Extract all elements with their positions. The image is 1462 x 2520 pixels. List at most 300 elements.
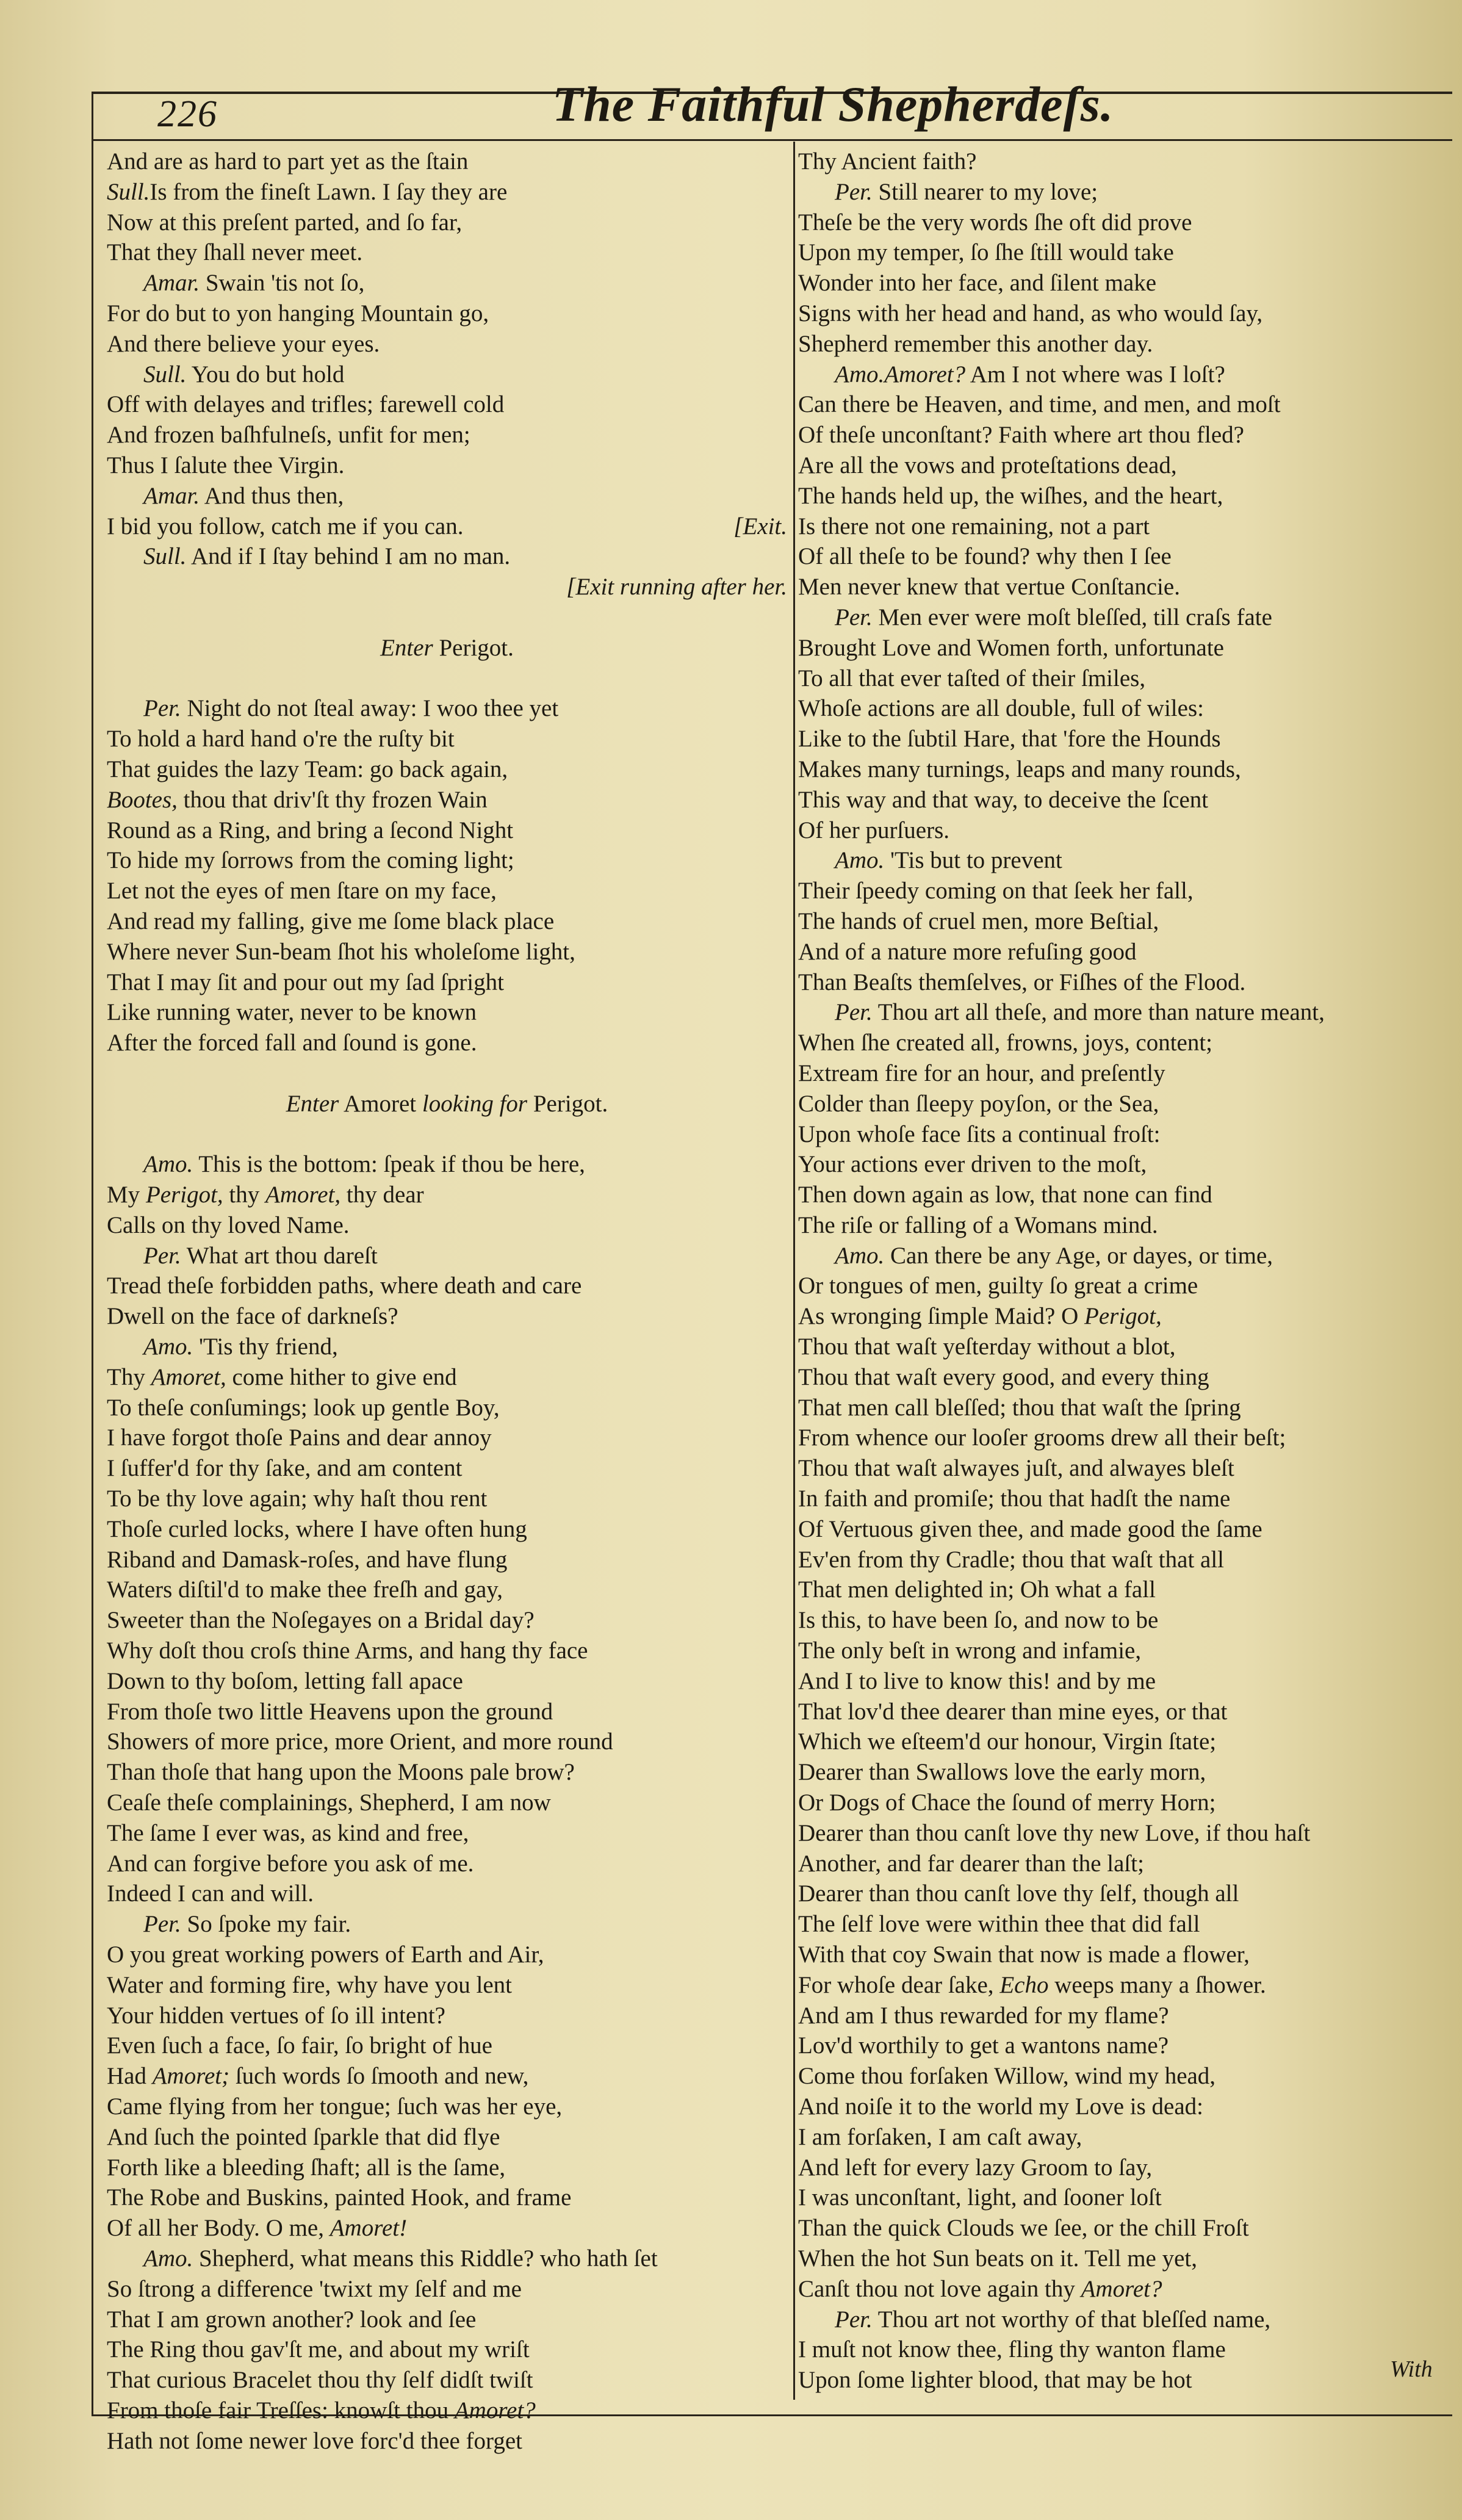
speaker-name: Per. xyxy=(835,2306,873,2333)
italic-name: Amoret? xyxy=(1081,2275,1162,2302)
line-text: Riband and Damask-roſes, and have flung xyxy=(107,1546,508,1573)
line-text: My xyxy=(107,1182,146,1208)
line-text: Perigot. xyxy=(433,634,514,661)
line-text: Thus I ſalute thee Virgin. xyxy=(107,452,345,478)
line-text: ſuch words ſo ſmooth and new, xyxy=(229,2063,529,2090)
line-text: 'Tis thy friend, xyxy=(193,1334,338,1360)
verse-line xyxy=(107,2061,787,2092)
line-text: The Ring thou gav'ſt me, and about my wriſt xyxy=(107,2336,530,2363)
line-text: Why doſt thou croſs thine Arms, and hang thy face xyxy=(107,1637,588,1664)
line-text: Waters diſtil'd to make thee freſh and gay, xyxy=(107,1576,503,1603)
verse-line xyxy=(798,298,1445,329)
verse-line xyxy=(798,2182,1445,2213)
verse-line xyxy=(798,1089,1445,1119)
left-column xyxy=(107,146,787,2457)
line-text: To all that ever taſted of their ſmiles, xyxy=(798,665,1146,691)
line-text: thy xyxy=(223,1182,266,1208)
line-text: The riſe or falling of a Womans mind. xyxy=(798,1211,1158,1238)
verse-line xyxy=(107,359,787,390)
verse-line xyxy=(107,2122,787,2153)
verse-line xyxy=(798,511,1445,542)
verse-line xyxy=(798,602,1445,633)
line-text: Signs with her head and hand, as who would ſay, xyxy=(798,300,1263,327)
line-text: Is this, to have been ſo, and now to be xyxy=(798,1607,1159,1634)
line-text: I muſt not know thee, fling thy wanton flame xyxy=(798,2336,1226,2363)
verse-line xyxy=(798,937,1445,967)
line-text: To hide my ſorrows from the coming light; xyxy=(107,847,514,874)
verse-line xyxy=(107,967,787,998)
line-text: come hither to give end xyxy=(226,1363,457,1390)
line-text: The only beſt in wrong and infamie, xyxy=(798,1637,1142,1664)
verse-line xyxy=(798,2031,1445,2061)
line-text: From thoſe fair Treſſes: knowſt thou xyxy=(107,2397,455,2424)
line-text: That curious Bracelet thou thy ſelf didſt twiſt xyxy=(107,2367,533,2394)
right-column xyxy=(798,146,1445,2395)
line-text: So ſtrong a difference 'twixt my ſelf and me xyxy=(107,2275,522,2302)
line-text: What art thou dareſt xyxy=(181,1242,378,1269)
speaker-name: Amar. xyxy=(143,482,200,509)
verse-line xyxy=(798,1757,1445,1788)
line-text: Which we eſteem'd our honour, Virgin ſtate; xyxy=(798,1728,1217,1755)
line-text: Colder than ſleepy poyſon, or the Sea, xyxy=(798,1090,1159,1117)
verse-line xyxy=(107,1849,787,1879)
line-text: Thou that waſt every good, and every thing xyxy=(798,1363,1209,1390)
speaker-name: Per. xyxy=(143,695,181,722)
verse-line xyxy=(798,329,1445,359)
line-text: You do but hold xyxy=(186,361,345,388)
verse-line xyxy=(107,2274,787,2305)
verse-line xyxy=(107,511,787,542)
line-text: That guides the lazy Team: go back again, xyxy=(107,756,508,782)
line-text: Lov'd worthily to get a wantons name? xyxy=(798,2032,1169,2059)
line-text: Your hidden vertues of ſo ill intent? xyxy=(107,2002,445,2029)
line-text: The hands of cruel men, more Beſtial, xyxy=(798,908,1159,934)
line-text: The hands held up, the wiſhes, and the heart, xyxy=(798,482,1223,509)
verse-line xyxy=(798,1849,1445,1879)
verse-line xyxy=(798,1727,1445,1757)
verse-line xyxy=(798,237,1445,268)
verse-line xyxy=(798,876,1445,906)
line-text: Hath not ſome newer love forc'd thee forget xyxy=(107,2427,522,2454)
speaker-name: Per. xyxy=(835,178,873,205)
speaker-name: Sull. xyxy=(107,178,150,205)
speaker-name: Amo. xyxy=(835,361,885,388)
verse-line xyxy=(798,268,1445,298)
line-text: Extream fire for an hour, and preſently xyxy=(798,1060,1165,1086)
line-text: Are all the vows and proteſtations dead, xyxy=(798,452,1177,478)
line-text: In faith and promiſe; thou that hadſt the name xyxy=(798,1486,1231,1512)
verse-line xyxy=(107,389,787,420)
line-text: Your actions ever driven to the moſt, xyxy=(798,1151,1147,1178)
line-text: Night do not ſteal away: I woo thee yet xyxy=(181,695,559,722)
verse-line xyxy=(107,2182,787,2213)
line-text: And left for every lazy Groom to ſay, xyxy=(798,2154,1153,2181)
verse-line xyxy=(798,1423,1445,1453)
line-text: Perigot. xyxy=(527,1090,608,1117)
verse-line xyxy=(107,1879,787,1909)
line-text: Than Beaſts themſelves, or Fiſhes of the Flood. xyxy=(798,969,1246,995)
verse-line xyxy=(107,268,787,298)
verse-line xyxy=(798,1119,1445,1150)
verse-line xyxy=(798,997,1445,1028)
verse-line xyxy=(107,815,787,846)
verse-line xyxy=(798,2365,1445,2395)
line-text: Of all theſe to be found? why then I ſee xyxy=(798,543,1172,570)
line-text: Or Dogs of Chace the ſound of merry Horn; xyxy=(798,1789,1216,1816)
line-text: I bid you follow, catch me if you can. xyxy=(107,513,464,540)
line-text: Or tongues of men, guilty ſo great a crime xyxy=(798,1273,1198,1299)
verse-line xyxy=(798,208,1445,238)
speaker-name: Per. xyxy=(143,1242,181,1269)
running-title: The Faithful Shepherdeſs. xyxy=(552,76,1114,132)
line-text: That I may ſit and pour out my ſad ſpright xyxy=(107,969,504,995)
line-text: Like to the ſubtil Hare, that 'fore the Hounds xyxy=(798,726,1221,753)
line-text: I have forgot thoſe Pains and dear annoy xyxy=(107,1424,492,1451)
speaker-name: Amo. xyxy=(835,847,885,874)
verse-line xyxy=(107,1788,787,1818)
verse-line xyxy=(798,359,1445,390)
line-text: With that coy Swain that now is made a flower, xyxy=(798,1941,1250,1968)
line-text: Thoſe curled locks, where I have often hung xyxy=(107,1515,527,1542)
verse-line xyxy=(107,1575,787,1605)
line-text: Thou art all theſe, and more than nature meant, xyxy=(872,999,1325,1026)
verse-line xyxy=(107,1514,787,1545)
verse-line xyxy=(798,1149,1445,1180)
line-text: Amoret xyxy=(339,1090,422,1117)
line-text: Came flying from her tongue; ſuch was her eye, xyxy=(107,2093,563,2120)
line-text: Thy Ancient faith? xyxy=(798,148,977,175)
line-text: Dwell on the face of darkneſs? xyxy=(107,1303,398,1330)
verse-line xyxy=(798,1545,1445,1575)
line-text: And there believe your eyes. xyxy=(107,330,380,357)
verse-line xyxy=(798,450,1445,481)
verse-line xyxy=(798,785,1445,815)
verse-line xyxy=(107,2153,787,2183)
verse-line xyxy=(798,1058,1445,1089)
line-text: Even ſuch a face, ſo fair, ſo bright of hue xyxy=(107,2032,492,2059)
line-text: Had xyxy=(107,2063,153,2090)
verse-line xyxy=(798,1879,1445,1909)
verse-line xyxy=(107,2365,787,2395)
verse-line xyxy=(798,1788,1445,1818)
line-text: From thoſe two little Heavens upon the ground xyxy=(107,1698,553,1725)
verse-line xyxy=(798,1241,1445,1271)
line-text: Than thoſe that hang upon the Moons pale brow? xyxy=(107,1759,575,1786)
line-text: And are as hard to part yet as the ſtain xyxy=(107,148,469,175)
line-text: Thou that waſt alwayes juſt, and alwayes bleſt xyxy=(798,1455,1234,1482)
stage-direction: Enter xyxy=(380,634,433,661)
line-text: thy dear xyxy=(340,1182,424,1208)
line-text: Of her purſuers. xyxy=(798,817,949,843)
verse-line xyxy=(798,633,1445,663)
italic-name: Perigot, xyxy=(1084,1303,1162,1330)
italic-name: Amoret, xyxy=(265,1182,341,1208)
verse-line xyxy=(107,329,787,359)
verse-line xyxy=(107,208,787,238)
italic-name: Amoret! xyxy=(329,2215,408,2242)
line-text: When ſhe created all, frowns, joys, content; xyxy=(798,1030,1213,1056)
verse-line xyxy=(107,450,787,481)
verse-line xyxy=(107,1697,787,1727)
stage-direction: Enter xyxy=(286,1090,339,1117)
verse-line xyxy=(798,1484,1445,1514)
verse-line xyxy=(798,2122,1445,2153)
verse-line xyxy=(798,2244,1445,2274)
verse-line xyxy=(798,2061,1445,2092)
line-text: Can there be Heaven, and time, and men, and moſt xyxy=(798,391,1281,418)
line-text: From whence our looſer grooms drew all their beſt; xyxy=(798,1424,1286,1451)
line-text: 'Tis but to prevent xyxy=(884,847,1062,874)
verse-line xyxy=(798,1636,1445,1666)
verse-line xyxy=(107,1089,787,1119)
line-text: Ev'en from thy Cradle; thou that waſt that all xyxy=(798,1546,1225,1573)
verse-line xyxy=(107,2426,787,2457)
speaker-name: Amo. xyxy=(143,1151,193,1178)
line-text: Dearer than thou canſt love thy new Love, if thou haſt xyxy=(798,1819,1311,1846)
left-rule xyxy=(92,92,93,2414)
verse-line xyxy=(798,754,1445,785)
speaker-name: Per. xyxy=(835,999,873,1026)
verse-line xyxy=(107,633,787,663)
verse-line xyxy=(107,1271,787,1301)
line-text: Another, and far dearer than the laſt; xyxy=(798,1850,1144,1877)
verse-line xyxy=(798,906,1445,937)
line-text: I am forſaken, I am caſt away, xyxy=(798,2123,1082,2150)
italic-name: Amoret; xyxy=(152,2063,230,2090)
verse-line xyxy=(798,1575,1445,1605)
verse-line xyxy=(107,1453,787,1484)
verse-line xyxy=(107,1058,787,1089)
verse-line xyxy=(107,724,787,754)
line-text: where was I loſt? xyxy=(1062,361,1225,388)
line-text: Off with delayes and trifles; farewell cold xyxy=(107,391,505,418)
verse-line xyxy=(107,541,787,572)
verse-line xyxy=(107,2001,787,2031)
line-text: Can there be any Age, or dayes, or time, xyxy=(884,1242,1273,1269)
line-text: Like running water, never to be known xyxy=(107,999,477,1026)
verse-line xyxy=(107,298,787,329)
verse-line xyxy=(798,663,1445,694)
verse-line xyxy=(107,602,787,633)
verse-line xyxy=(107,2334,787,2365)
line-text: I ſay they are xyxy=(382,178,508,205)
line-text: I was unconſtant, light, and ſooner loſt xyxy=(798,2184,1162,2211)
verse-line xyxy=(107,1241,787,1271)
verse-line xyxy=(798,967,1445,998)
speaker-name: Amo. xyxy=(143,2245,193,2272)
verse-line xyxy=(798,2274,1445,2305)
line-text: Wonder into her face, and ſilent make xyxy=(798,270,1157,297)
verse-line xyxy=(798,389,1445,420)
verse-line xyxy=(798,1453,1445,1484)
line-text: Tread theſe forbidden paths, where death and care xyxy=(107,1273,582,1299)
verse-line xyxy=(107,997,787,1028)
verse-line xyxy=(107,785,787,815)
verse-line xyxy=(107,1636,787,1666)
line-text: This is the bottom: ſpeak if thou be here, xyxy=(193,1151,585,1178)
verse-line xyxy=(107,663,787,694)
italic-name: Amoret? xyxy=(454,2397,536,2424)
verse-line xyxy=(107,1210,787,1241)
verse-line xyxy=(798,693,1445,724)
line-text: Of theſe unconſtant? Faith where art thou fled? xyxy=(798,422,1244,449)
verse-line xyxy=(798,541,1445,572)
speaker-name: Sull. xyxy=(143,361,187,388)
line-text: That lov'd thee dearer than mine eyes, or that xyxy=(798,1698,1228,1725)
line-text: Is there not one remaining, not a part xyxy=(798,513,1150,540)
line-text: Shepherd, what means this Riddle? who hath ſet xyxy=(193,2245,658,2272)
verse-line xyxy=(107,1727,787,1757)
verse-line xyxy=(798,1301,1445,1332)
line-text: Upon ſome lighter blood, that may be hot xyxy=(798,2367,1192,2394)
verse-line xyxy=(798,1393,1445,1423)
verse-line xyxy=(798,2305,1445,2335)
verse-line xyxy=(798,177,1445,208)
verse-line xyxy=(798,1697,1445,1727)
line-text: Brought Love and Women forth, unfortunate xyxy=(798,634,1224,661)
verse-line xyxy=(107,1666,787,1697)
verse-line xyxy=(107,237,787,268)
verse-line xyxy=(798,724,1445,754)
verse-line xyxy=(798,1940,1445,1970)
line-text: As wronging ſimple Maid? O xyxy=(798,1303,1085,1330)
verse-line xyxy=(107,1970,787,2001)
line-text: Water and forming fire, why have you lent xyxy=(107,1971,512,1998)
verse-line xyxy=(107,1545,787,1575)
stage-direction: looking for xyxy=(422,1090,528,1117)
verse-line xyxy=(107,2092,787,2122)
italic-name: Amoret, xyxy=(151,1363,226,1390)
line-text: After the forced fall and ſound is gone. xyxy=(107,1030,477,1056)
verse-line xyxy=(107,1362,787,1393)
verse-line xyxy=(107,1484,787,1514)
verse-line xyxy=(798,2001,1445,2031)
line-text: Where never Sun-beam ſhot his wholeſome light, xyxy=(107,938,575,965)
line-text: And noiſe it to the world my Love is dead: xyxy=(798,2093,1203,2120)
verse-line xyxy=(798,1028,1445,1058)
line-text: For whoſe dear ſake, xyxy=(798,1971,1000,1998)
catchword: With xyxy=(1390,2356,1433,2382)
line-text: Thy xyxy=(107,1363,151,1390)
line-text: Now at this preſent parted, and ſo far, xyxy=(107,209,463,236)
speaker-name: Amar. xyxy=(143,270,200,297)
verse-line xyxy=(107,1423,787,1453)
line-text: Thou that waſt yeſterday without a blot, xyxy=(798,1334,1176,1360)
verse-line xyxy=(107,1149,787,1180)
verse-line xyxy=(107,845,787,876)
line-text: That I am grown another? look and ſee xyxy=(107,2306,477,2333)
line-text: Forth like a bleeding ſhaft; all is the ſame, xyxy=(107,2154,506,2181)
line-text: So ſpoke my fair. xyxy=(181,1911,351,1938)
line-text: Upon my temper, ſo ſhe ſtill would take xyxy=(798,239,1174,266)
verse-line xyxy=(107,1909,787,1940)
verse-line xyxy=(107,876,787,906)
italic-name: Echo xyxy=(999,1971,1049,1998)
verse-line xyxy=(107,2395,787,2426)
line-text: For do but to yon hanging Mountain go, xyxy=(107,300,489,327)
verse-line xyxy=(107,177,787,208)
verse-line xyxy=(107,1301,787,1332)
exit-direction: [Exit running after her. xyxy=(566,574,787,601)
verse-line xyxy=(798,1362,1445,1393)
line-text: And frozen baſhfulneſs, unfit for men; xyxy=(107,422,470,449)
verse-line xyxy=(107,1818,787,1849)
line-text: Their ſpeedy coming on that ſeek her fall, xyxy=(798,878,1194,904)
verse-line xyxy=(107,906,787,937)
column-divider xyxy=(793,142,795,2400)
line-text: Dearer than thou canſt love thy ſelf, though all xyxy=(798,1880,1239,1907)
line-text: Then down again as low, that none can find xyxy=(798,1182,1212,1208)
line-text: Dearer than Swallows love the early morn, xyxy=(798,1759,1206,1786)
line-text: Upon whoſe face ſits a continual froſt: xyxy=(798,1121,1161,1147)
verse-line xyxy=(798,1180,1445,1210)
verse-line xyxy=(107,1028,787,1058)
line-text: Canſt thou not love again thy xyxy=(798,2275,1081,2302)
line-text: Swain 'tis not ſo, xyxy=(200,270,365,297)
line-text: And am I thus rewarded for my flame? xyxy=(798,2002,1169,2029)
verse-line xyxy=(798,1271,1445,1301)
line-text: And I to live to know this! and by me xyxy=(798,1667,1156,1694)
verse-line xyxy=(107,1119,787,1150)
verse-line xyxy=(798,572,1445,602)
verse-line xyxy=(107,572,787,602)
verse-line xyxy=(798,1605,1445,1636)
exit-direction: [Exit. xyxy=(733,513,787,540)
line-text: To theſe conſumings; look up gentle Boy, xyxy=(107,1394,500,1421)
line-text: The Robe and Buskins, painted Hook, and frame xyxy=(107,2184,572,2211)
italic-name: Amoret? xyxy=(884,361,966,388)
line-text: Of all her Body. O me, xyxy=(107,2215,330,2242)
line-text: The ſelf love were within thee that did fall xyxy=(798,1911,1200,1938)
speaker-name: Sull. xyxy=(143,543,187,570)
verse-line xyxy=(798,1210,1445,1241)
verse-line xyxy=(798,1909,1445,1940)
verse-line xyxy=(798,845,1445,876)
line-text: The ſame I ever was, as kind and free, xyxy=(107,1819,469,1846)
line-text: Showers of more price, more Orient, and more round xyxy=(107,1728,613,1755)
line-text: Sweeter than the Noſegayes on a Bridal day? xyxy=(107,1607,535,1634)
line-text: And if I ſtay behind I am no man. xyxy=(186,543,511,570)
verse-line xyxy=(798,1970,1445,2001)
speaker-name: Per. xyxy=(835,604,873,630)
line-text: Than the quick Clouds we ſee, or the chill Froſt xyxy=(798,2215,1249,2242)
line-text: Down to thy boſom, letting fall apace xyxy=(107,1667,463,1694)
verse-line xyxy=(107,420,787,450)
line-text: Indeed I can and will. xyxy=(107,1880,314,1907)
verse-line xyxy=(107,693,787,724)
line-text: Men ever were moſt bleſſed, till craſs fate xyxy=(872,604,1272,630)
verse-line xyxy=(107,2305,787,2335)
line-text: I ſuffer'd for thy ſake, and am content xyxy=(107,1455,463,1482)
verse-line xyxy=(798,2153,1445,2183)
line-text: Ceaſe theſe complainings, Shepherd, I am now xyxy=(107,1789,551,1816)
speaker-name: Amo. xyxy=(143,1334,193,1360)
verse-line xyxy=(798,420,1445,450)
verse-line xyxy=(107,754,787,785)
line-text: O you great working powers of Earth and Air, xyxy=(107,1941,544,1968)
line-text: When the hot Sun beats on it. Tell me yet, xyxy=(798,2245,1198,2272)
line-text: That they ſhall never meet. xyxy=(107,239,363,266)
verse-line xyxy=(107,2213,787,2244)
verse-line xyxy=(107,1393,787,1423)
verse-line xyxy=(798,1818,1445,1849)
verse-line xyxy=(107,1757,787,1788)
verse-line xyxy=(107,1605,787,1636)
page-number: 226 xyxy=(157,93,218,135)
header-rule xyxy=(92,139,1452,141)
line-text: Come thou forſaken Willow, wind my head, xyxy=(798,2063,1216,2090)
verse-line xyxy=(798,481,1445,511)
